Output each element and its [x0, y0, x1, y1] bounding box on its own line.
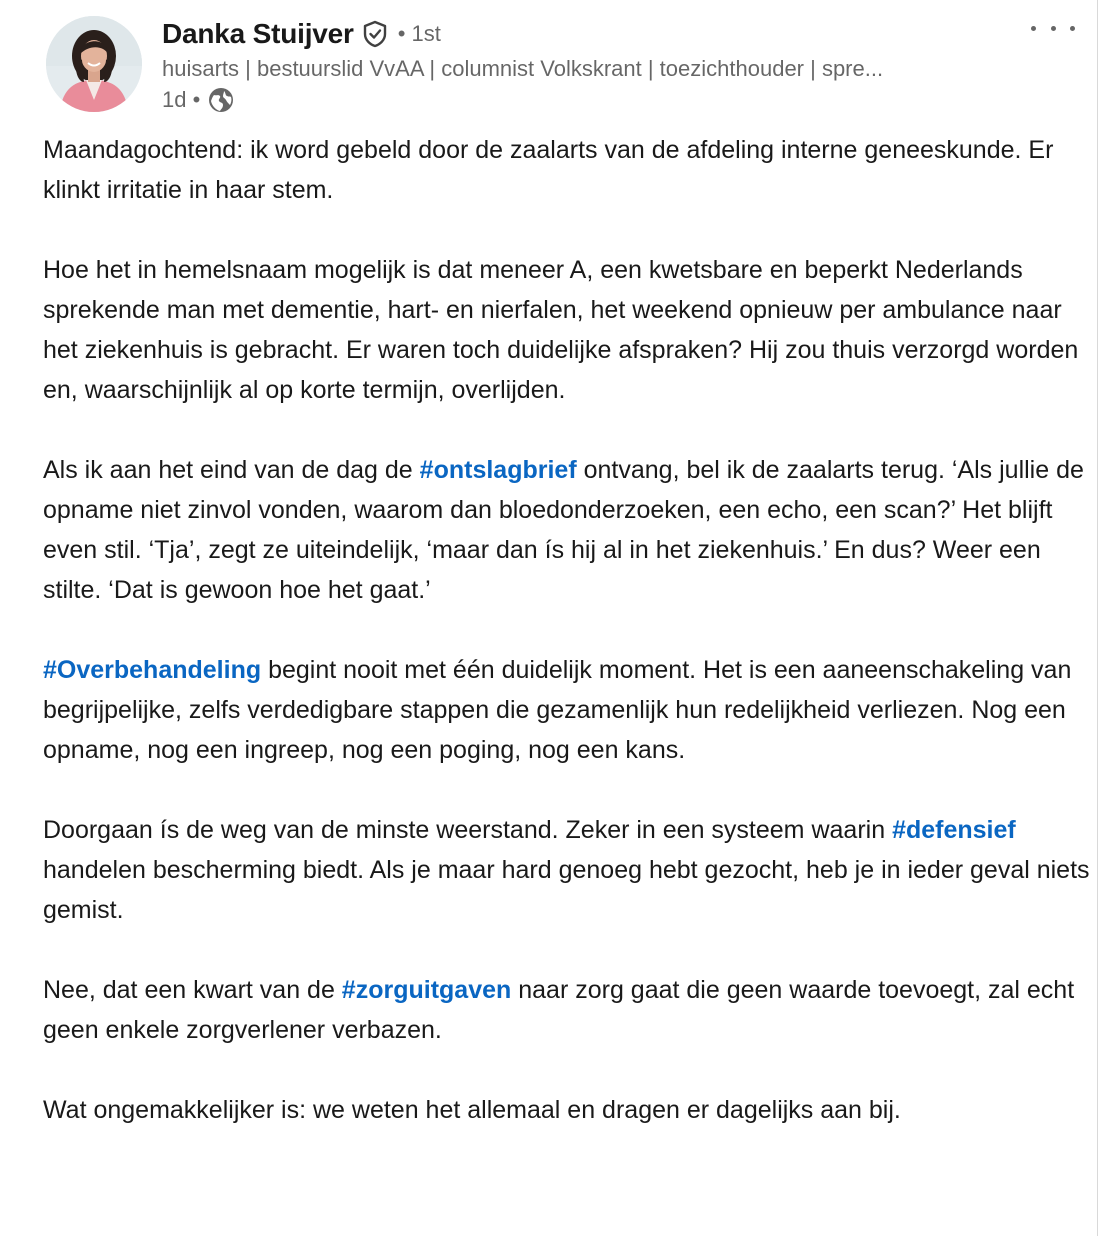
post-time-line [162, 84, 1042, 116]
dot-icon [1070, 26, 1075, 31]
hashtag-link[interactable]: #zorguitgaven [341, 976, 512, 1004]
post-text: ontvang, bel ik de zaalarts terug. ‘Als jullie de opname niet zinvol vonden, waarom dan bloedonderzoeken, een echo, een scan?’ Het blijft even stil. ‘Tja’, zegt ze uiteindelijk, ‘maar dan ís hij al in het ziekenhuis.’ En dus? Weer een stilte. ‘Dat is gewoon hoe het gaat.’ [43, 456, 1084, 604]
post-time: 1d • [162, 87, 201, 112]
post-text: naar zorg gaat die geen waarde toevoegt, zal echt geen enkele zorgverlener verbazen. [43, 976, 1075, 1044]
post-paragraph: Hoe het in hemelsnaam mogelijk is dat meneer A, een kwetsbare en beperkt Nederlands sprekende man met dementie, hart- en nierfalen, het weekend opnieuw per ambulance naar het ziekenhuis is gebracht. Er waren toch duidelijke afspraken? Hij zou thuis verzorgd worden en, waarschijnlijk al op korte termijn, overlijden. [43, 256, 1079, 404]
name-line [162, 14, 1042, 54]
post-paragraph [43, 650, 1093, 770]
dot-icon [1051, 26, 1056, 31]
post-paragraph: Maandagochtend: ik word gebeld door de zaalarts van de afdeling interne geneeskunde. Er klinkt irritatie in haar stem. [43, 136, 1054, 204]
verified-shield-icon [362, 20, 388, 48]
author-meta [162, 14, 1042, 116]
post-text: Doorgaan ís de weg van de minste weerstand. Zeker in een systeem waarin [43, 816, 893, 844]
dot-icon [1031, 26, 1036, 31]
globe-icon [208, 87, 234, 113]
post-paragraph: Wat ongemakkelijker is: we weten het allemaal en dragen er dagelijks aan bij. [43, 1096, 901, 1124]
connection-degree: • 1st [397, 21, 441, 46]
post-text: Nee, dat een kwart van de [43, 976, 342, 1004]
post-paragraph [43, 450, 1093, 610]
post-text: handelen bescherming biedt. Als je maar hard genoeg hebt gezocht, heb je in ieder geval niets gemist. [43, 856, 1090, 924]
post-body [43, 130, 1093, 1170]
hashtag-link[interactable]: #Overbehandeling [43, 656, 262, 684]
author-name[interactable]: Danka Stuijver [162, 18, 354, 49]
post-text: begint nooit met één duidelijk moment. Het is een aaneenschakeling van begrijpelijke, zelfs verdedigbare stappen die gezamenlijk hun redelijkheid verliezen. Nog een opname, nog een ingreep, nog een poging, nog een kans. [43, 656, 1072, 764]
more-options-button[interactable] [1031, 14, 1075, 42]
post-text: Als ik aan het eind van de dag de [43, 456, 420, 484]
author-headline: huisarts | bestuurslid VvAA | columnist Volkskrant | toezichthouder | spre... [162, 56, 884, 81]
hashtag-link[interactable]: #defensief [892, 816, 1016, 844]
post-paragraph [43, 810, 1093, 930]
avatar[interactable] [46, 16, 142, 112]
post-paragraph [43, 970, 1093, 1050]
post-header [46, 14, 1097, 114]
hashtag-link[interactable]: #ontslagbrief [419, 456, 577, 484]
